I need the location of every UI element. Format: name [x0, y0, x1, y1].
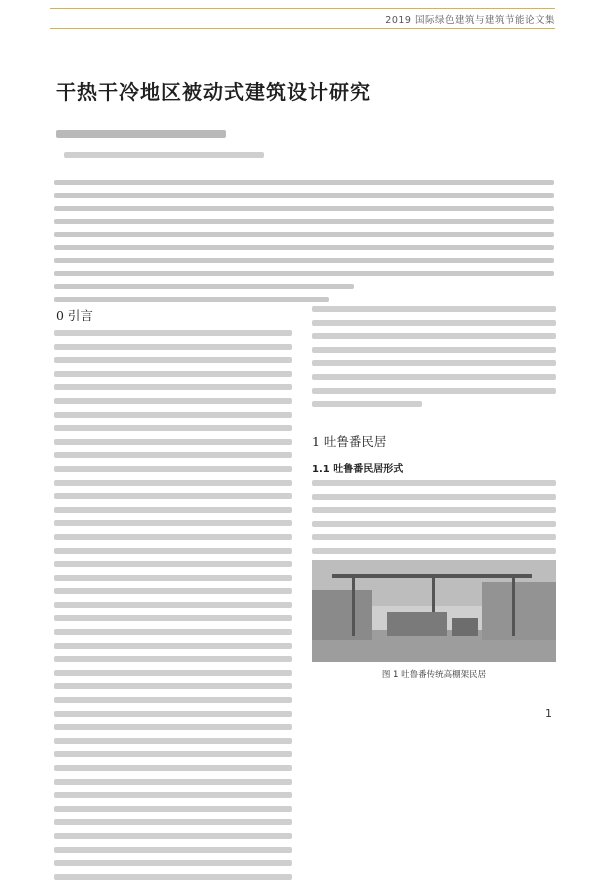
left-column-text: [54, 330, 292, 887]
text-line: [54, 779, 292, 785]
text-line: [54, 271, 554, 276]
text-line: [54, 534, 292, 540]
text-line: [54, 520, 292, 526]
running-header: 2019 国际绿色建筑与建筑节能论文集: [385, 15, 555, 26]
text-line: [312, 507, 556, 513]
text-line: [54, 371, 292, 377]
text-line: [312, 388, 556, 394]
text-line: [54, 412, 292, 418]
text-line: [54, 765, 292, 771]
text-line: [312, 534, 556, 540]
text-line: [54, 466, 292, 472]
text-line: [54, 330, 292, 336]
text-line: [312, 494, 556, 500]
page-number: 1: [545, 707, 552, 720]
text-line: [54, 232, 554, 237]
text-line: [54, 206, 554, 211]
text-line: [54, 439, 292, 445]
header-rule: [50, 8, 555, 9]
text-line: [54, 819, 292, 825]
text-line: [54, 602, 292, 608]
text-line: [54, 398, 292, 404]
text-line: [54, 193, 554, 198]
text-line: [54, 833, 292, 839]
text-line: [54, 847, 292, 853]
text-line: [54, 751, 292, 757]
figure-caption: 图 1 吐鲁番传统高棚架民居: [381, 670, 487, 680]
text-line: [54, 575, 292, 581]
text-line: [54, 615, 292, 621]
text-line: [54, 792, 292, 798]
text-line: [54, 258, 554, 263]
turpan-heading: 1 吐鲁番民居: [312, 434, 387, 449]
text-line: [54, 357, 292, 363]
text-line: [312, 306, 556, 312]
intro-heading: 0 引言: [56, 308, 93, 323]
text-line: [54, 643, 292, 649]
text-line: [312, 521, 556, 527]
right-column-intro-text: [312, 306, 556, 415]
text-line: [54, 344, 292, 350]
text-line: [54, 425, 292, 431]
authors-line: [56, 130, 226, 146]
text-line: [54, 806, 292, 812]
text-line: [54, 697, 292, 703]
text-line: [312, 333, 556, 339]
text-line: [54, 548, 292, 554]
text-line: [312, 360, 556, 366]
text-line: [54, 219, 554, 224]
text-line: [312, 480, 556, 486]
header-rule-lower: [50, 28, 555, 29]
paper-title: 干热干冷地区被动式建筑设计研究: [56, 80, 371, 104]
text-line: [312, 548, 556, 554]
text-line: [54, 670, 292, 676]
text-line: [312, 347, 556, 353]
turpan-form-heading: 1.1 吐鲁番民居形式: [312, 464, 404, 475]
text-line: [54, 860, 292, 866]
text-line: [54, 874, 292, 880]
text-line: [312, 320, 556, 326]
text-line: [54, 284, 354, 289]
text-line: [54, 245, 554, 250]
text-line: [54, 561, 292, 567]
affiliation-line: [64, 152, 264, 166]
text-line: [312, 374, 556, 380]
text-line: [64, 152, 264, 158]
text-line: [312, 401, 422, 407]
text-line: [56, 130, 226, 138]
text-line: [54, 629, 292, 635]
keywords-line: [54, 297, 329, 302]
text-line: [54, 656, 292, 662]
abstract-block: [54, 180, 554, 294]
text-line: [54, 724, 292, 730]
text-line: [54, 711, 292, 717]
courtyard-house-photo: [312, 560, 556, 662]
text-line: [54, 480, 292, 486]
text-line: [54, 683, 292, 689]
text-line: [54, 738, 292, 744]
figure-photo: [312, 560, 556, 662]
text-line: [54, 493, 292, 499]
text-line: [54, 452, 292, 458]
text-line: [54, 180, 554, 185]
text-line: [54, 507, 292, 513]
text-line: [54, 588, 292, 594]
text-line: [54, 384, 292, 390]
